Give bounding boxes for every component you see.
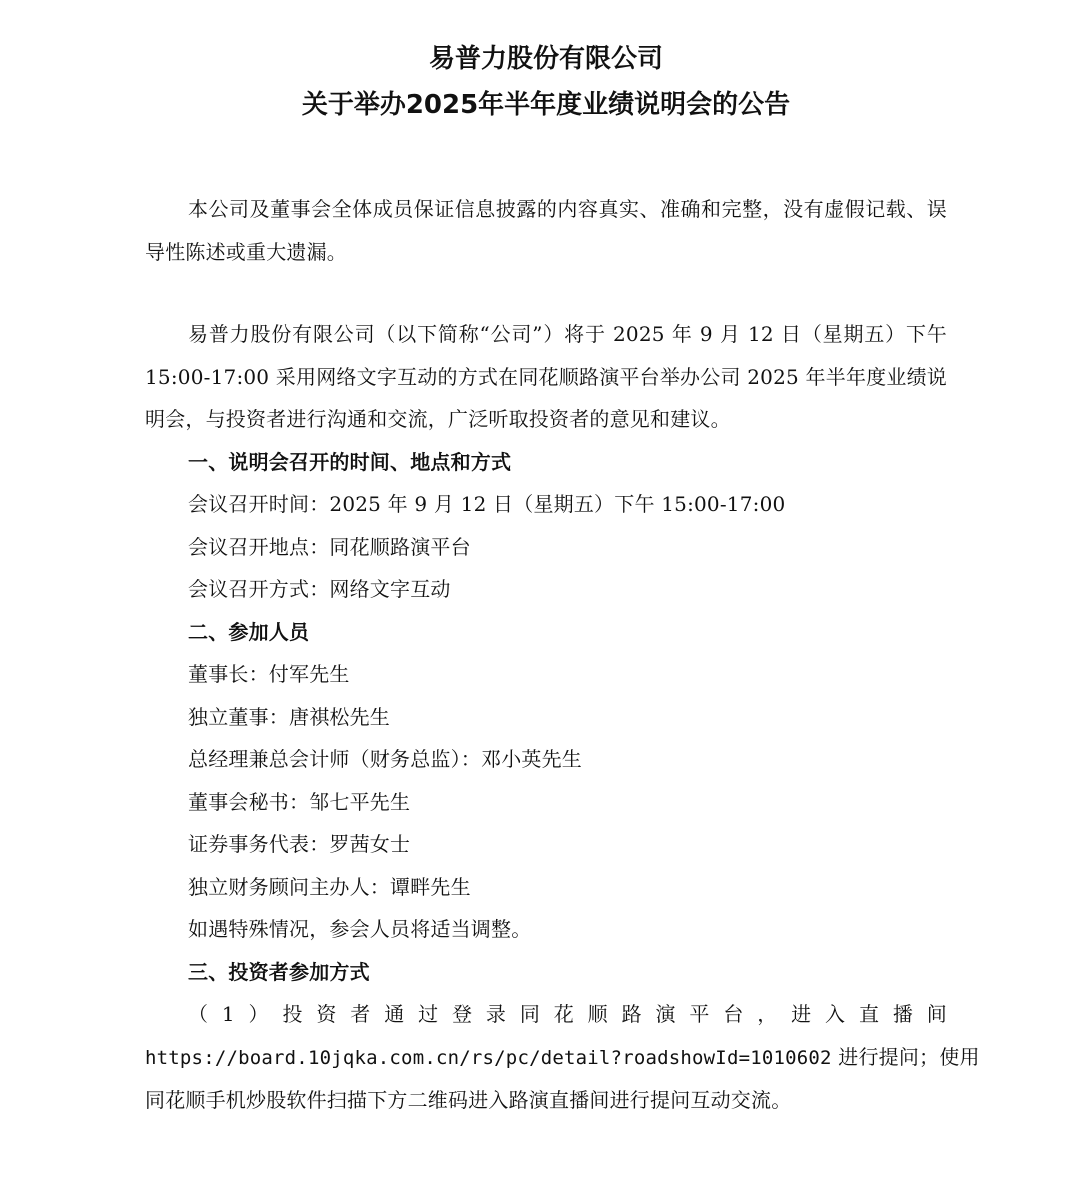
method-1-line-3: 同花顺手机炒股软件扫描下方二维码进入路演直播间进行提问互动交流。 [145, 1088, 792, 1112]
meeting-time: 会议召开时间：2025 年 9 月 12 日（星期五）下午 15:00-17:00 [188, 492, 786, 516]
method-1-line-2-text: 进行提问；使用 [831, 1044, 980, 1069]
notice-title: 关于举办2025年半年度业绩说明会的公告 [301, 90, 791, 120]
meeting-place: 会议召开地点：同花顺路演平台 [188, 534, 471, 559]
method-1-line-2 [145, 1036, 980, 1080]
section-3-heading: 三、投资者参加方式 [188, 959, 370, 984]
attendee-independent-director: 独立董事：唐祺松先生 [188, 704, 390, 729]
disclosure-statement: 本公司及董事会全体成员保证信息披露的内容真实、准确和完整，没有虚假记载、误导性陈述或重大遗漏。 [145, 197, 947, 264]
attendee-chairman: 董事长：付军先生 [188, 662, 350, 686]
attendee-securities-rep: 证券事务代表：罗茜女士 [188, 832, 411, 856]
attendee-financial-advisor: 独立财务顾问主办人：谭畔先生 [188, 874, 471, 899]
roadshow-link[interactable]: https://board.10jqka.com.cn/rs/pc/detail?roadshowId=1010602 [145, 1046, 832, 1069]
section-1-heading: 一、说明会召开的时间、地点和方式 [188, 449, 512, 474]
meeting-method: 会议召开方式：网络文字互动 [188, 577, 451, 601]
company-title: 易普力股份有限公司 [428, 44, 663, 74]
method-1-line-1: （1）投资者通过登录同花顺路演平台，进入直播间 [188, 1002, 947, 1026]
announcement-page [145, 36, 980, 1122]
attendee-board-secretary: 董事会秘书：邹七平先生 [188, 789, 411, 814]
intro-paragraph: 易普力股份有限公司（以下简称“公司”）将于 2025 年 9 月 12 日（星期五）下午 15:00-17:00 采用网络文字互动的方式在同花顺路演平台举办公司 2025 年半年度业绩说明会，与投资者进行沟通和交流，广泛听取投资者的意见和建议。 [145, 322, 947, 431]
attendee-general-manager: 总经理兼总会计师（财务总监）：邓小英先生 [188, 747, 582, 771]
section-2-heading: 二、参加人员 [188, 619, 310, 644]
attendee-note: 如遇特殊情况，参会人员将适当调整。 [188, 917, 532, 941]
